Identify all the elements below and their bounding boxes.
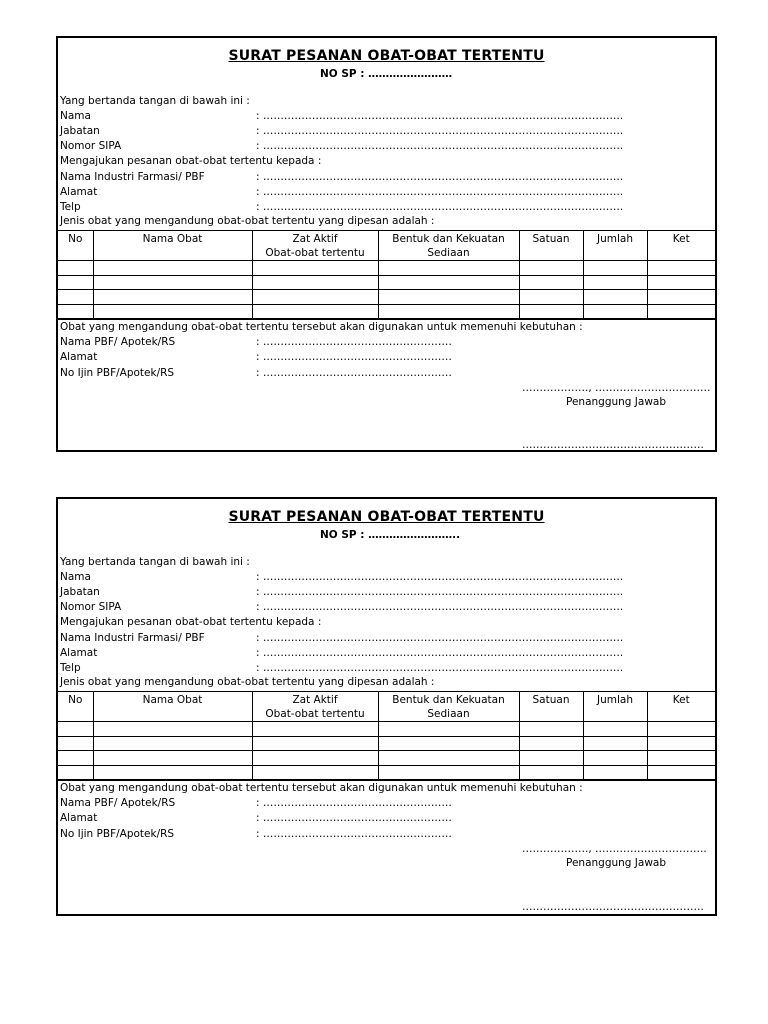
zat-aktif-line-2: Obat-obat tertentu <box>265 708 365 720</box>
col-header-bentuk <box>378 692 519 722</box>
col-header-satuan: Satuan <box>519 231 583 261</box>
col-header-nama-obat: Nama Obat <box>93 692 252 722</box>
field-label-telp: Telp <box>60 662 81 674</box>
table-row[interactable] <box>58 304 715 319</box>
col-header-jumlah: Jumlah <box>583 692 647 722</box>
field-value-jabatan[interactable]: : …………………………………………………………………………………………. <box>256 586 624 598</box>
bentuk-line-2: Sediaan <box>427 708 470 720</box>
field-value-jabatan[interactable]: : …………………………………………………………………………………………. <box>256 125 624 137</box>
field-label-jabatan: Jabatan <box>60 125 100 137</box>
form-title: SURAT PESANAN OBAT-OBAT TERTENTU <box>228 48 545 64</box>
order-to-text: Mengajukan pesanan obat-obat tertentu kepada : <box>60 616 322 628</box>
usage-text: Obat yang mengandung obat-obat tertentu tersebut akan digunakan untuk memenuhi kebutuhan : <box>60 782 583 794</box>
order-to-text: Mengajukan pesanan obat-obat tertentu kepada : <box>60 155 322 167</box>
form-title: SURAT PESANAN OBAT-OBAT TERTENTU <box>228 509 545 525</box>
field-label-industri: Nama Industri Farmasi/ PBF <box>60 171 205 183</box>
order-form-1 <box>56 36 717 452</box>
field-label-alamat-pbf: Alamat <box>60 812 98 824</box>
table-row[interactable] <box>58 290 715 305</box>
col-header-no: No <box>58 692 93 722</box>
col-header-zat-aktif <box>252 692 378 722</box>
col-header-ket: Ket <box>647 231 715 261</box>
col-header-jumlah: Jumlah <box>583 231 647 261</box>
bentuk-line-1: Bentuk dan Kekuatan <box>392 694 505 706</box>
order-form-2 <box>56 497 717 916</box>
sp-number: NO SP : …………………….. <box>320 529 461 541</box>
field-value-alamat[interactable]: : …………………………………………………………………………………………. <box>256 647 624 659</box>
table-intro-text: Jenis obat yang mengandung obat-obat tertentu yang dipesan adalah : <box>60 676 435 688</box>
field-label-nama: Nama <box>60 571 91 583</box>
usage-text: Obat yang mengandung obat-obat tertentu tersebut akan digunakan untuk memenuhi kebutuhan : <box>60 321 583 333</box>
field-label-alamat: Alamat <box>60 186 98 198</box>
field-value-sipa[interactable]: : …………………………………………………………………………………………. <box>256 140 624 152</box>
intro-text: Yang bertanda tangan di bawah ini : <box>60 556 250 568</box>
field-label-no-ijin: No Ijin PBF/Apotek/RS <box>60 367 175 379</box>
field-label-sipa: Nomor SIPA <box>60 140 122 152</box>
field-value-alamat-pbf[interactable]: : ……………………………………………… <box>256 812 452 824</box>
zat-aktif-line-1: Zat Aktif <box>292 694 338 706</box>
sign-role: Penanggung Jawab <box>566 857 667 869</box>
field-value-telp[interactable]: : …………………………………………………………………………………………. <box>256 201 624 213</box>
sign-name[interactable]: ……………………………………………. <box>522 901 704 913</box>
field-label-nama-pbf: Nama PBF/ Apotek/RS <box>60 797 176 809</box>
items-table <box>58 691 715 781</box>
table-row[interactable] <box>58 261 715 276</box>
table-row[interactable] <box>58 722 715 737</box>
field-label-alamat: Alamat <box>60 647 98 659</box>
field-value-alamat-pbf[interactable]: : ……………………………………………… <box>256 351 452 363</box>
bentuk-line-1: Bentuk dan Kekuatan <box>392 233 505 245</box>
intro-text: Yang bertanda tangan di bawah ini : <box>60 95 250 107</box>
field-value-nama[interactable]: : …………………………………………………………………………………………. <box>256 110 624 122</box>
col-header-ket: Ket <box>647 692 715 722</box>
field-value-sipa[interactable]: : …………………………………………………………………………………………. <box>256 601 624 613</box>
col-header-no: No <box>58 231 93 261</box>
field-label-alamat-pbf: Alamat <box>60 351 98 363</box>
field-label-nama-pbf: Nama PBF/ Apotek/RS <box>60 336 176 348</box>
col-header-bentuk <box>378 231 519 261</box>
field-value-industri[interactable]: : …………………………………………………………………………………………. <box>256 632 624 644</box>
field-value-nama-pbf[interactable]: : ……………………………………………… <box>256 336 452 348</box>
col-header-zat-aktif <box>252 231 378 261</box>
sp-number: NO SP : …………………… <box>320 68 453 80</box>
field-value-no-ijin[interactable]: : ……………………………………………… <box>256 828 452 840</box>
items-table <box>58 230 715 320</box>
sign-name[interactable]: ……………………………………………. <box>522 439 704 451</box>
table-header-row <box>58 231 715 261</box>
field-label-telp: Telp <box>60 201 81 213</box>
table-row[interactable] <box>58 275 715 290</box>
sign-place-date[interactable]: ………………., ………………………….. <box>522 843 707 855</box>
table-row[interactable] <box>58 751 715 766</box>
col-header-nama-obat: Nama Obat <box>93 231 252 261</box>
bentuk-line-2: Sediaan <box>427 247 470 259</box>
table-intro-text: Jenis obat yang mengandung obat-obat tertentu yang dipesan adalah : <box>60 215 435 227</box>
field-value-nama-pbf[interactable]: : ……………………………………………… <box>256 797 452 809</box>
field-label-jabatan: Jabatan <box>60 586 100 598</box>
field-label-sipa: Nomor SIPA <box>60 601 122 613</box>
table-row[interactable] <box>58 765 715 780</box>
field-label-nama: Nama <box>60 110 91 122</box>
field-value-alamat[interactable]: : …………………………………………………………………………………………. <box>256 186 624 198</box>
zat-aktif-line-2: Obat-obat tertentu <box>265 247 365 259</box>
sign-place-date[interactable]: ………………., …………………………… <box>522 382 711 394</box>
field-value-nama[interactable]: : …………………………………………………………………………………………. <box>256 571 624 583</box>
field-label-industri: Nama Industri Farmasi/ PBF <box>60 632 205 644</box>
field-value-no-ijin[interactable]: : ……………………………………………… <box>256 367 452 379</box>
field-value-industri[interactable]: : …………………………………………………………………………………………. <box>256 171 624 183</box>
zat-aktif-line-1: Zat Aktif <box>292 233 338 245</box>
col-header-satuan: Satuan <box>519 692 583 722</box>
sign-role: Penanggung Jawab <box>566 396 667 408</box>
field-value-telp[interactable]: : …………………………………………………………………………………………. <box>256 662 624 674</box>
table-row[interactable] <box>58 736 715 751</box>
table-header-row <box>58 692 715 722</box>
field-label-no-ijin: No Ijin PBF/Apotek/RS <box>60 828 175 840</box>
